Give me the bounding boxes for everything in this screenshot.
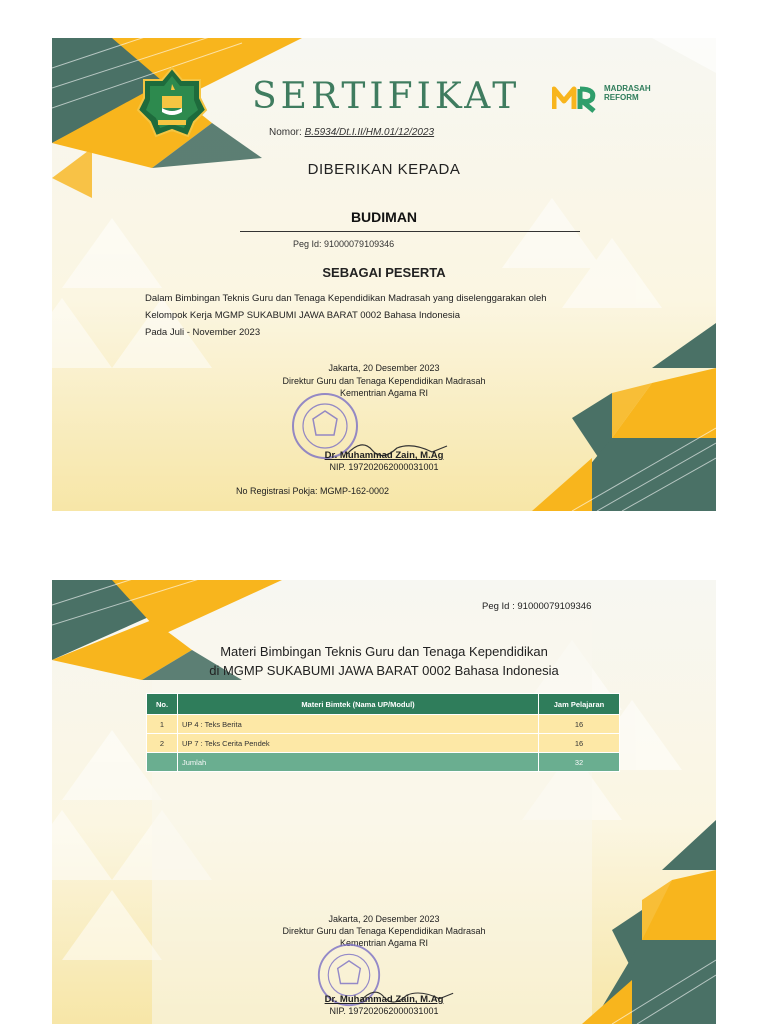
materi-title: Materi Bimbingan Teknis Guru dan Tenaga Kependidikan (220, 644, 548, 659)
row-materi: UP 7 : Teks Cerita Pendek (178, 734, 539, 753)
certificate-page-front (52, 38, 716, 511)
materi-subtitle: di MGMP SUKABUMI JAWA BARAT 0002 Bahasa Indonesia (209, 663, 559, 678)
body-text-line: Pada Juli - November 2023 (145, 327, 261, 338)
table-total-row (147, 753, 620, 772)
name-underline (240, 231, 580, 232)
column-header-jam: Jam Pelajaran (539, 694, 620, 715)
row-jam: 16 (539, 734, 620, 753)
place-date: Jakarta, 20 Desember 2023 (328, 363, 440, 373)
signer-name: Dr. Muhammad Zain, M.Ag (324, 994, 444, 1005)
registration-number: No Registrasi Pokja: MGMP-162-0002 (236, 486, 390, 496)
given-to-heading: DIBERIKAN KEPADA (307, 161, 461, 178)
signer-position: Direktur Guru dan Tenaga Kependidikan Madrasah (282, 376, 486, 386)
signer-position: Direktur Guru dan Tenaga Kependidikan Madrasah (282, 926, 486, 936)
table-row (147, 734, 620, 753)
table-row (147, 715, 620, 734)
row-no: 1 (147, 715, 178, 734)
row-no: 2 (147, 734, 178, 753)
certificate-number (269, 127, 434, 138)
signer-nip: NIP. 197202062000031001 (329, 462, 439, 472)
certificate-title: SERTIFIKAT (252, 76, 521, 117)
role-heading: SEBAGAI PESERTA (322, 265, 446, 280)
column-header-materi: Materi Bimtek (Nama UP/Modul) (178, 694, 539, 715)
certificate-page-back (52, 580, 716, 1024)
kemenag-logo (136, 66, 208, 138)
total-label: Jumlah (178, 753, 539, 772)
place-date: Jakarta, 20 Desember 2023 (328, 914, 440, 924)
total-spacer (147, 753, 178, 772)
nomor-value: B.5934/Dt.I.II/HM.01/12/2023 (304, 127, 435, 138)
column-header-no: No. (147, 694, 178, 715)
recipient-name: BUDIMAN (350, 209, 418, 225)
signer-name: Dr. Muhammad Zain, M.Ag (324, 450, 444, 461)
row-jam: 16 (539, 715, 620, 734)
peg-id: Peg Id: 91000079109346 (293, 239, 395, 249)
madrasah-reform-wordmark: MADRASAH REFORM (604, 84, 651, 102)
body-text-line: Kelompok Kerja MGMP SUKABUMI JAWA BARAT 0002 Bahasa Indonesia (145, 310, 461, 321)
signer-institution: Kementrian Agama RI (339, 388, 429, 398)
nomor-label: Nomor: (269, 127, 302, 138)
row-materi: UP 4 : Teks Berita (178, 715, 539, 734)
madrasah-reform-logo (552, 83, 600, 115)
signer-nip: NIP. 197202062000031001 (329, 1006, 439, 1016)
table-header-row (147, 694, 620, 715)
peg-id: Peg Id : 91000079109346 (482, 601, 592, 612)
signer-institution: Kementrian Agama RI (339, 938, 429, 948)
body-text-line: Dalam Bimbingan Teknis Guru dan Tenaga Kependidikan Madrasah yang diselenggarakan oleh (145, 293, 547, 304)
materi-table (146, 693, 620, 772)
total-value: 32 (539, 753, 620, 772)
